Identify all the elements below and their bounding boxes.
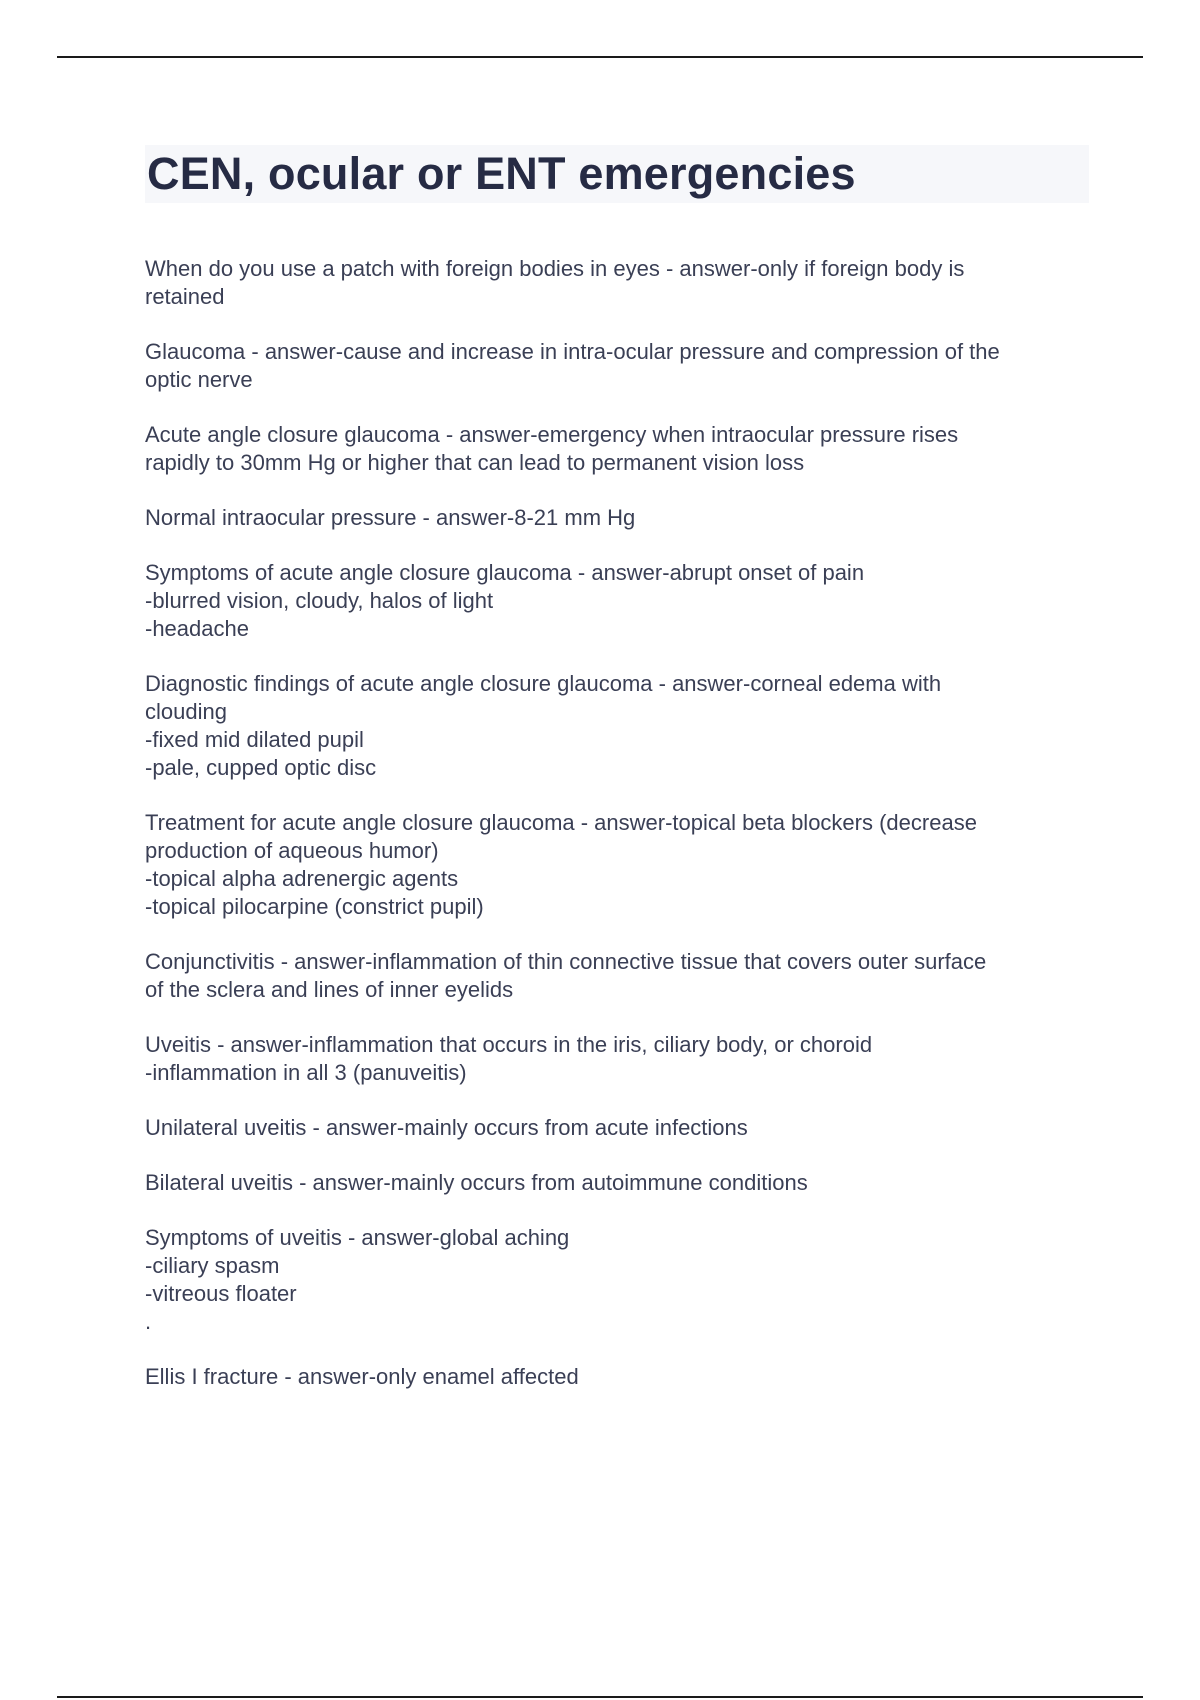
qa-line: -ciliary spasm xyxy=(145,1253,280,1278)
qa-line: Diagnostic findings of acute angle closure glaucoma - answer-corneal edema with xyxy=(145,671,942,696)
qa-line: Bilateral uveitis - answer-mainly occurs from autoimmune conditions xyxy=(145,1170,808,1195)
qa-line: -inflammation in all 3 (panuveitis) xyxy=(145,1060,467,1085)
qa-line: Symptoms of acute angle closure glaucoma - answer-abrupt onset of pain xyxy=(145,560,865,585)
qa-entry xyxy=(145,1224,1089,1336)
qa-line: -fixed mid dilated pupil xyxy=(145,727,364,752)
qa-entry xyxy=(145,1031,1089,1087)
document-body xyxy=(145,145,1089,1418)
qa-line: of the sclera and lines of inner eyelids xyxy=(145,977,514,1002)
qa-line: -blurred vision, cloudy, halos of light xyxy=(145,588,494,613)
qa-entry xyxy=(145,1169,1089,1197)
qa-line: When do you use a patch with foreign bodies in eyes - answer-only if foreign body is xyxy=(145,256,965,281)
qa-line: Normal intraocular pressure - answer-8-21 mm Hg xyxy=(145,505,636,530)
qa-line: -vitreous floater xyxy=(145,1281,297,1306)
qa-line: Treatment for acute angle closure glaucoma - answer-topical beta blockers (decrease xyxy=(145,810,977,835)
qa-line: Ellis I fracture - answer-only enamel affected xyxy=(145,1364,579,1389)
qa-line: clouding xyxy=(145,699,227,724)
qa-line: Conjunctivitis - answer-inflammation of thin connective tissue that covers outer surface xyxy=(145,949,987,974)
qa-line: Acute angle closure glaucoma - answer-emergency when intraocular pressure rises xyxy=(145,422,959,447)
qa-entry xyxy=(145,559,1089,643)
qa-line: . xyxy=(145,1309,152,1334)
qa-entry xyxy=(145,670,1089,782)
qa-line: Symptoms of uveitis - answer-global aching xyxy=(145,1225,570,1250)
bottom-rule xyxy=(57,1696,1143,1698)
qa-line: production of aqueous humor) xyxy=(145,838,439,863)
qa-entry xyxy=(145,255,1089,311)
qa-line: Uveitis - answer-inflammation that occurs in the iris, ciliary body, or choroid xyxy=(145,1032,873,1057)
top-rule xyxy=(57,56,1143,58)
qa-line: -pale, cupped optic disc xyxy=(145,755,377,780)
qa-entry xyxy=(145,338,1089,394)
qa-line: -topical alpha adrenergic agents xyxy=(145,866,459,891)
qa-line: -topical pilocarpine (constrict pupil) xyxy=(145,894,484,919)
qa-line: retained xyxy=(145,284,225,309)
qa-entry xyxy=(145,504,1089,532)
qa-line: Unilateral uveitis - answer-mainly occurs from acute infections xyxy=(145,1115,748,1140)
page-title: CEN, ocular or ENT emergencies xyxy=(145,145,1089,203)
qa-entry xyxy=(145,809,1089,921)
qa-line: -headache xyxy=(145,616,249,641)
qa-entry xyxy=(145,948,1089,1004)
qa-line: Glaucoma - answer-cause and increase in intra-ocular pressure and compression of the xyxy=(145,339,1000,364)
qa-entry xyxy=(145,421,1089,477)
qa-entry xyxy=(145,1363,1089,1391)
qa-line: rapidly to 30mm Hg or higher that can lead to permanent vision loss xyxy=(145,450,805,475)
qa-entry xyxy=(145,1114,1089,1142)
qa-line: optic nerve xyxy=(145,367,253,392)
qa-list xyxy=(145,255,1089,1391)
